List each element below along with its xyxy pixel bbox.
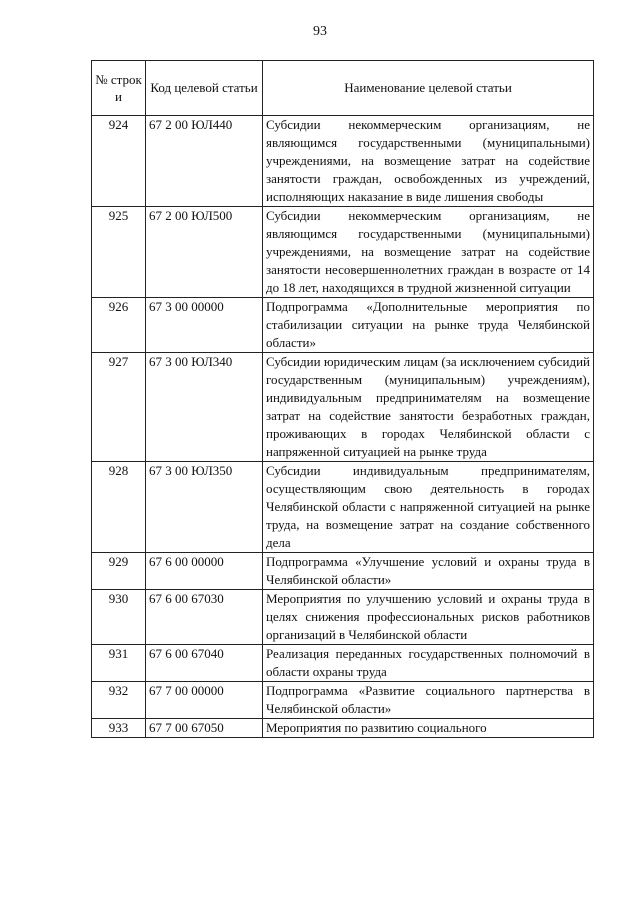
table-row bbox=[92, 682, 594, 719]
row-name: Субсидии некоммерческим организациям, не являющимся государственными (муниципальными) учреждениями, на возмещение затрат на содействие занятости граждан, освобожденных из учреждений, исполняющих наказание в виде лишения свободы bbox=[263, 116, 594, 207]
table-row bbox=[92, 207, 594, 298]
row-name: Подпрограмма «Улучшение условий и охраны труда в Челябинской области» bbox=[263, 553, 594, 590]
row-name: Мероприятия по развитию социального bbox=[263, 719, 594, 738]
header-name: Наименование целевой статьи bbox=[263, 61, 594, 116]
row-number: 932 bbox=[92, 682, 146, 719]
row-name: Подпрограмма «Дополнительные мероприятия по стабилизации ситуации на рынке труда Челябинской области» bbox=[263, 298, 594, 353]
row-number: 927 bbox=[92, 353, 146, 462]
row-name: Субсидии индивидуальным предпринимателям, осуществляющим свою деятельность в городах Челябинской области с напряженной ситуацией на рынке труда, на возмещение затрат на создание собственного дела bbox=[263, 462, 594, 553]
row-code: 67 6 00 67030 bbox=[146, 590, 263, 645]
row-code: 67 3 00 ЮЛ350 bbox=[146, 462, 263, 553]
row-name: Реализация переданных государственных полномочий в области охраны труда bbox=[263, 645, 594, 682]
target-articles-table bbox=[91, 60, 594, 738]
row-code: 67 7 00 00000 bbox=[146, 682, 263, 719]
row-number: 924 bbox=[92, 116, 146, 207]
row-name: Субсидии некоммерческим организациям, не являющимся государственными (муниципальными) учреждениями, на возмещение затрат на содействие занятости несовершеннолетних граждан в возрасте от 14 до 18 лет, находящихся в трудной жизненной ситуации bbox=[263, 207, 594, 298]
row-number: 929 bbox=[92, 553, 146, 590]
row-number: 930 bbox=[92, 590, 146, 645]
header-code: Код целевой статьи bbox=[146, 61, 263, 116]
row-code: 67 6 00 67040 bbox=[146, 645, 263, 682]
row-code: 67 3 00 ЮЛ340 bbox=[146, 353, 263, 462]
row-number: 928 bbox=[92, 462, 146, 553]
row-name: Подпрограмма «Развитие социального партнерства в Челябинской области» bbox=[263, 682, 594, 719]
row-code: 67 3 00 00000 bbox=[146, 298, 263, 353]
row-number: 925 bbox=[92, 207, 146, 298]
row-name: Субсидии юридическим лицам (за исключением субсидий государственным (муниципальным) учреждениям), индивидуальным предпринимателям на возмещение затрат на содействие занятости безработных граждан, проживающих в городах Челябинской области с напряженной ситуацией на рынке труда bbox=[263, 353, 594, 462]
table-row bbox=[92, 590, 594, 645]
row-code: 67 7 00 67050 bbox=[146, 719, 263, 738]
table-row bbox=[92, 298, 594, 353]
table-row bbox=[92, 116, 594, 207]
header-row-number: № строк и bbox=[92, 61, 146, 116]
row-number: 931 bbox=[92, 645, 146, 682]
table-row bbox=[92, 645, 594, 682]
row-name: Мероприятия по улучшению условий и охраны труда в целях снижения профессиональных рисков работников организаций в Челябинской области bbox=[263, 590, 594, 645]
table-row bbox=[92, 553, 594, 590]
row-number: 933 bbox=[92, 719, 146, 738]
table-row bbox=[92, 353, 594, 462]
page-number: 93 bbox=[313, 24, 327, 39]
row-code: 67 6 00 00000 bbox=[146, 553, 263, 590]
row-code: 67 2 00 ЮЛ440 bbox=[146, 116, 263, 207]
row-code: 67 2 00 ЮЛ500 bbox=[146, 207, 263, 298]
table-row bbox=[92, 719, 594, 738]
table-row bbox=[92, 462, 594, 553]
row-number: 926 bbox=[92, 298, 146, 353]
table-header-row bbox=[92, 61, 594, 116]
